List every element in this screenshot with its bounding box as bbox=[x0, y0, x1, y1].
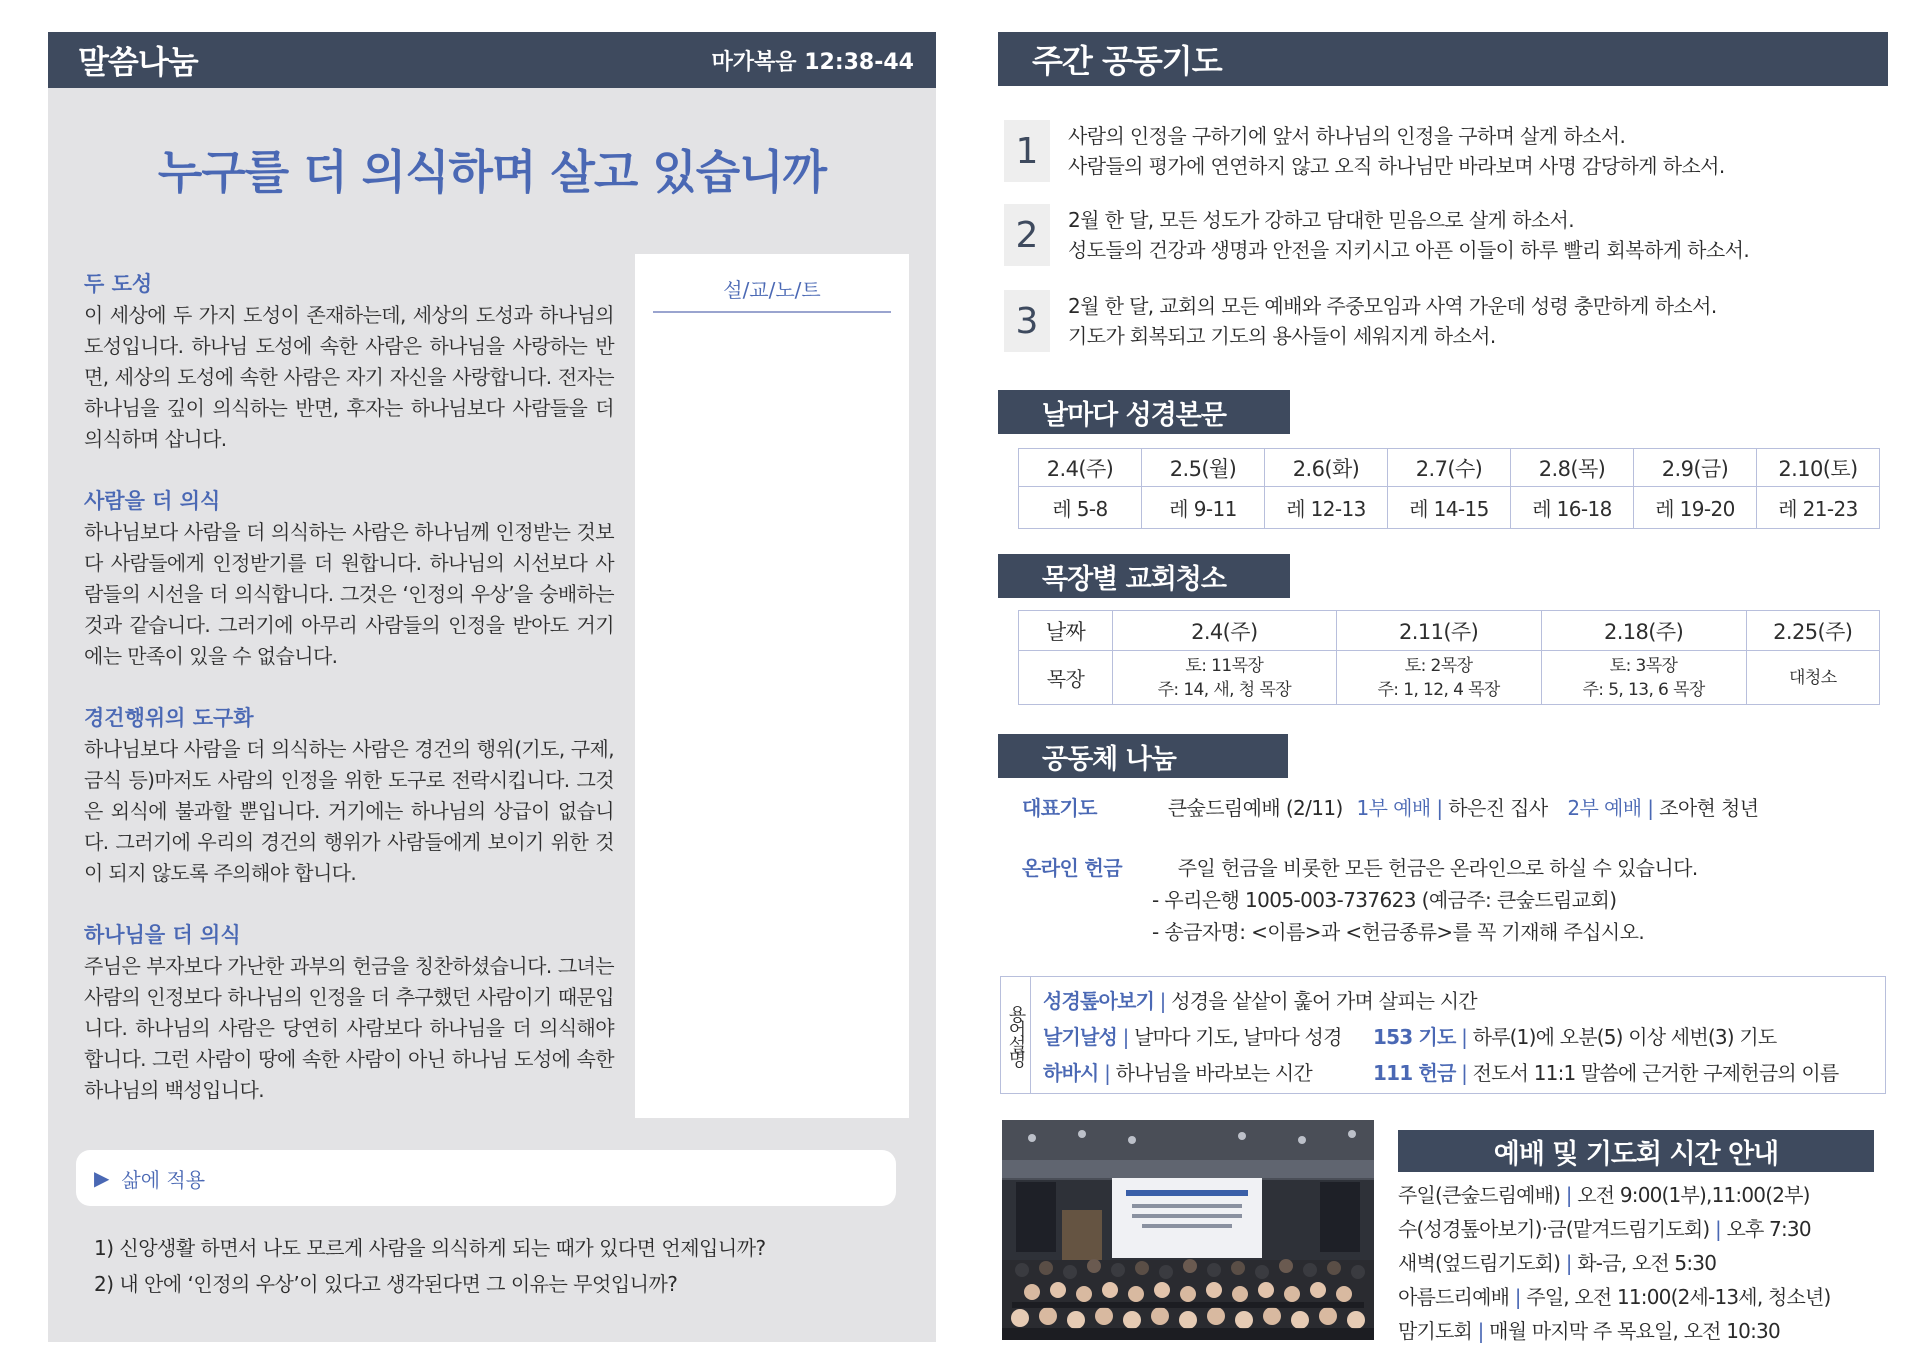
table-cell bbox=[1336, 651, 1541, 705]
weekly-prayer-header: 주간 공동기도 bbox=[998, 32, 1888, 86]
table-row bbox=[1019, 487, 1880, 529]
sermon-body bbox=[84, 268, 614, 1136]
sermon-title: 누구를 더 의식하며 살고 있습니까 bbox=[157, 145, 827, 199]
congregation-photo-illustration bbox=[1002, 1120, 1374, 1340]
cleaning-table bbox=[1018, 610, 1880, 705]
bulletin-page bbox=[998, 32, 1888, 1342]
prayer-item bbox=[1004, 204, 1884, 266]
prayer-number: 3 bbox=[1004, 290, 1050, 352]
table-cell: 2.4(주) bbox=[1113, 611, 1337, 651]
worship-name: 아름드리예배 bbox=[1398, 1285, 1510, 1309]
table-cell: 2.10(토) bbox=[1757, 449, 1880, 487]
worship-item: 새벽(엎드림기도회) | 화-금, 오전 5:30 bbox=[1398, 1251, 1717, 1275]
prayer-line: 2월 한 달, 모든 성도가 강하고 담대한 믿음으로 살게 하소서. bbox=[1068, 208, 1575, 232]
first-service-person: 하은진 집사 bbox=[1448, 796, 1548, 820]
second-service-label: 2부 예배 bbox=[1567, 796, 1642, 820]
representative-prayer-row bbox=[1022, 792, 1758, 821]
worship-time: 매월 마지막 주 목요일, 오전 10:30 bbox=[1489, 1319, 1780, 1343]
sunday-group: 주: 5, 13, 6 목장 bbox=[1582, 679, 1705, 700]
glossary-term: 날기날성 bbox=[1043, 1025, 1118, 1049]
second-service-person: 조아현 청년 bbox=[1659, 796, 1759, 820]
play-triangle-icon: ▶ bbox=[94, 1166, 110, 1190]
glossary-desc: 전도서 11:1 말씀에 근거한 구제헌금의 이름 bbox=[1472, 1061, 1839, 1085]
table-row bbox=[1019, 449, 1880, 487]
section-text: 하나님보다 사람을 더 의식하는 사람은 하나님께 인정받는 것보다 사람들에게 인정받기를 더 원합니다. 하나님의 시선보다 사람들의 시선을 더 의식합니다. 그것은 ‘인정의 우상’을 숭배하는 것과 같습니다. 그러기에 아무리 사람들의 인정을 받아도 거기에는 만족이 있을 수 없습니다. bbox=[84, 520, 614, 668]
table-cell: 레 5-8 bbox=[1019, 487, 1142, 529]
section-text: 주님은 부자보다 가난한 과부의 헌금을 칭찬하셨습니다. 그녀는 사람의 인정보다 하나님의 인정을 더 추구했던 사람이기 때문입니다. 하나님의 사람은 당연히 사람보다 하나님을 더 의식해야 합니다. 그런 사람이 땅에 속한 사람이 아닌 하나님 도성에 속한 하나님의 백성입니다. bbox=[84, 954, 614, 1102]
congregation-photo bbox=[1002, 1120, 1374, 1340]
remitter-note: - 송금자명: <이름>과 <헌금종류>를 꼭 기재해 주십시오. bbox=[1152, 920, 1645, 944]
table-row bbox=[1019, 611, 1880, 651]
table-cell: 2.7(수) bbox=[1388, 449, 1511, 487]
question-item: 1) 신앙생활 하면서 나도 모르게 사람을 의식하게 되는 때가 있다면 언제입니까? bbox=[94, 1236, 766, 1260]
bank-account: - 우리은행 1005-003-737623 (예금주: 큰숲드림교회) bbox=[1152, 888, 1617, 912]
daily-bible-table bbox=[1018, 448, 1880, 529]
worship-times-list bbox=[1398, 1178, 1884, 1348]
glossary-label: 용어설명 bbox=[1001, 977, 1031, 1093]
sunday-group: 주: 14, 새, 청 목장 bbox=[1157, 679, 1292, 700]
worship-name: 수(성경톺아보기)·금(맡겨드림기도회) bbox=[1398, 1217, 1710, 1241]
table-cell: 레 16-18 bbox=[1511, 487, 1634, 529]
prayer-number: 2 bbox=[1004, 204, 1050, 266]
notes-label: 설/교/노/트 bbox=[723, 278, 821, 302]
glossary-box bbox=[1000, 976, 1886, 1094]
table-cell: 2.9(금) bbox=[1634, 449, 1757, 487]
prayer-line: 성도들의 건강과 생명과 안전을 지키시고 아픈 이들이 하루 빨리 회복하게 하소서. bbox=[1068, 238, 1750, 262]
life-application-bar bbox=[76, 1150, 896, 1206]
table-cell: 2.8(목) bbox=[1511, 449, 1634, 487]
prayer-line: 기도가 회복되고 기도의 용사들이 세워지게 하소서. bbox=[1068, 324, 1496, 348]
worship-item: 주일(큰숲드림예배) | 오전 9:00(1부),11:00(2부) bbox=[1398, 1183, 1810, 1207]
table-cell: 레 12-13 bbox=[1265, 487, 1388, 529]
daily-bible-header: 날마다 성경본문 bbox=[998, 390, 1290, 434]
sermon-section bbox=[84, 919, 614, 1106]
table-cell: 2.6(화) bbox=[1265, 449, 1388, 487]
table-cell: 2.18(주) bbox=[1541, 611, 1746, 651]
saturday-group: 토: 2목장 bbox=[1404, 655, 1473, 676]
table-cell: 레 14-15 bbox=[1388, 487, 1511, 529]
section-text: 하나님보다 사람을 더 의식하는 사람은 경건의 행위(기도, 구제, 금식 등)마저도 사람의 인정을 위한 도구로 전락시킵니다. 그것은 외식에 불과할 뿐입니다. 거기에는 하나님의 상급이 없습니다. 그러기에 우리의 경건의 행위가 사람들에게 보이기 위한 것이 되지 않도록 주의해야 합니다. bbox=[84, 737, 614, 885]
section-heading: 두 도성 bbox=[84, 272, 153, 296]
worship-name: 주일(큰숲드림예배) bbox=[1398, 1183, 1561, 1207]
table-cell: 날짜 bbox=[1019, 611, 1113, 651]
sermon-section bbox=[84, 702, 614, 889]
prayer-line: 사람의 인정을 구하기에 앞서 하나님의 인정을 구하며 살게 하소서. bbox=[1068, 124, 1626, 148]
worship-time: 주일, 오전 11:00(2세-13세, 청소년) bbox=[1526, 1285, 1831, 1309]
table-cell bbox=[1541, 651, 1746, 705]
question-item: 2) 내 안에 ‘인정의 우상’이 있다고 생각된다면 그 이유는 무엇입니까? bbox=[94, 1272, 678, 1296]
worship-time: 오전 9:00(1부),11:00(2부) bbox=[1577, 1183, 1810, 1207]
application-questions bbox=[94, 1230, 914, 1302]
section-heading: 사람을 더 의식 bbox=[84, 489, 221, 513]
sermon-notes-box[interactable] bbox=[635, 254, 909, 1118]
representative-prayer-label: 대표기도 bbox=[1022, 796, 1097, 820]
divider-bar: | bbox=[1647, 796, 1654, 820]
saturday-group: 토: 3목장 bbox=[1609, 655, 1678, 676]
divider-bar: | bbox=[1436, 796, 1443, 820]
sermon-section bbox=[84, 268, 614, 455]
online-offering-row bbox=[1022, 852, 1698, 881]
section-heading: 경건행위의 도구화 bbox=[84, 706, 254, 730]
sunday-group: 주: 1, 12, 4 목장 bbox=[1377, 679, 1500, 700]
glossary-term: 111 헌금 bbox=[1373, 1061, 1456, 1085]
prayer-item bbox=[1004, 120, 1884, 182]
glossary-term: 하바시 bbox=[1043, 1061, 1099, 1085]
life-application-label: 삶에 적용 bbox=[121, 1167, 206, 1192]
table-cell: 레 21-23 bbox=[1757, 487, 1880, 529]
online-offering-label: 온라인 헌금 bbox=[1022, 856, 1122, 880]
glossary-desc: 하루(1)에 오분(5) 이상 세번(3) 기도 bbox=[1472, 1025, 1777, 1049]
sermon-header-title: 말씀나눔 bbox=[78, 43, 198, 81]
table-cell: 2.5(월) bbox=[1142, 449, 1265, 487]
table-cell: 2.11(주) bbox=[1336, 611, 1541, 651]
first-service-label: 1부 예배 bbox=[1356, 796, 1431, 820]
glossary-desc: 성경을 샅샅이 훑어 가며 살피는 시간 bbox=[1171, 989, 1477, 1013]
table-cell: 목장 bbox=[1019, 651, 1113, 705]
glossary-desc: 하나님을 바라보는 시간 bbox=[1115, 1061, 1312, 1085]
sermon-page bbox=[48, 32, 936, 1342]
scripture-reference: 마가복음 12:38-44 bbox=[711, 49, 914, 75]
worship-name: 새벽(엎드림기도회) bbox=[1398, 1251, 1561, 1275]
prayer-number: 1 bbox=[1004, 120, 1050, 182]
table-row bbox=[1019, 651, 1880, 705]
glossary-term: 153 기도 bbox=[1373, 1025, 1456, 1049]
worship-name: 맘기도회 bbox=[1398, 1319, 1473, 1343]
table-cell: 2.25(주) bbox=[1746, 611, 1879, 651]
worship-item: 아름드리예배 | 주일, 오전 11:00(2세-13세, 청소년) bbox=[1398, 1285, 1831, 1309]
section-heading: 하나님을 더 의식 bbox=[84, 923, 241, 947]
glossary-term: 성경톺아보기 bbox=[1043, 989, 1155, 1013]
table-cell: 2.4(주) bbox=[1019, 449, 1142, 487]
worship-time: 화-금, 오전 5:30 bbox=[1577, 1251, 1717, 1275]
cleaning-header: 목장별 교회청소 bbox=[998, 554, 1290, 598]
glossary-desc: 날마다 기도, 날마다 성경 bbox=[1134, 1025, 1342, 1049]
sermon-section bbox=[84, 485, 614, 672]
table-cell bbox=[1113, 651, 1337, 705]
glossary-item: 하바시 | 하나님을 바라보는 시간 bbox=[1043, 1061, 1312, 1085]
glossary-item: 날기날성 | 날마다 기도, 날마다 성경 bbox=[1043, 1025, 1342, 1049]
table-cell: 대청소 bbox=[1746, 651, 1879, 705]
community-header: 공동체 나눔 bbox=[998, 734, 1288, 778]
prayer-line: 2월 한 달, 교회의 모든 예배와 주중모임과 사역 가운데 성령 충만하게 하소서. bbox=[1068, 294, 1717, 318]
notes-divider bbox=[653, 311, 891, 313]
prayer-line: 사람들의 평가에 연연하지 않고 오직 하나님만 바라보며 사명 감당하게 하소서. bbox=[1068, 154, 1725, 178]
service-name: 큰숲드림예배 (2/11) bbox=[1167, 796, 1343, 820]
table-cell: 레 9-11 bbox=[1142, 487, 1265, 529]
table-cell: 레 19-20 bbox=[1634, 487, 1757, 529]
worship-item: 맘기도회 | 매월 마지막 주 목요일, 오전 10:30 bbox=[1398, 1319, 1780, 1343]
glossary-item: 성경톺아보기 | 성경을 샅샅이 훑어 가며 살피는 시간 bbox=[1043, 989, 1477, 1013]
section-text: 이 세상에 두 가지 도성이 존재하는데, 세상의 도성과 하나님의 도성입니다. 하나님 도성에 속한 사람은 하나님을 사랑하는 반면, 세상의 도성에 속한 사람은 자기 자신을 사랑합니다. 전자는 하나님을 깊이 의식하는 반면, 후자는 하나님보다 사람들을 더 의식하며 삽니다. bbox=[84, 303, 614, 451]
worship-time: 오후 7:30 bbox=[1726, 1217, 1811, 1241]
worship-item: 수(성경톺아보기)·금(맡겨드림기도회) | 오후 7:30 bbox=[1398, 1217, 1811, 1241]
worship-times-header: 예배 및 기도회 시간 안내 bbox=[1398, 1130, 1874, 1172]
glossary-item: 111 헌금 | 전도서 11:1 말씀에 근거한 구제헌금의 이름 bbox=[1373, 1061, 1839, 1085]
prayer-item bbox=[1004, 290, 1884, 352]
saturday-group: 토: 11목장 bbox=[1185, 655, 1264, 676]
sermon-header bbox=[48, 32, 936, 88]
online-offering-text: 주일 헌금을 비롯한 모든 헌금은 온라인으로 하실 수 있습니다. bbox=[1177, 856, 1698, 880]
glossary-item: 153 기도 | 하루(1)에 오분(5) 이상 세번(3) 기도 bbox=[1373, 1025, 1777, 1049]
